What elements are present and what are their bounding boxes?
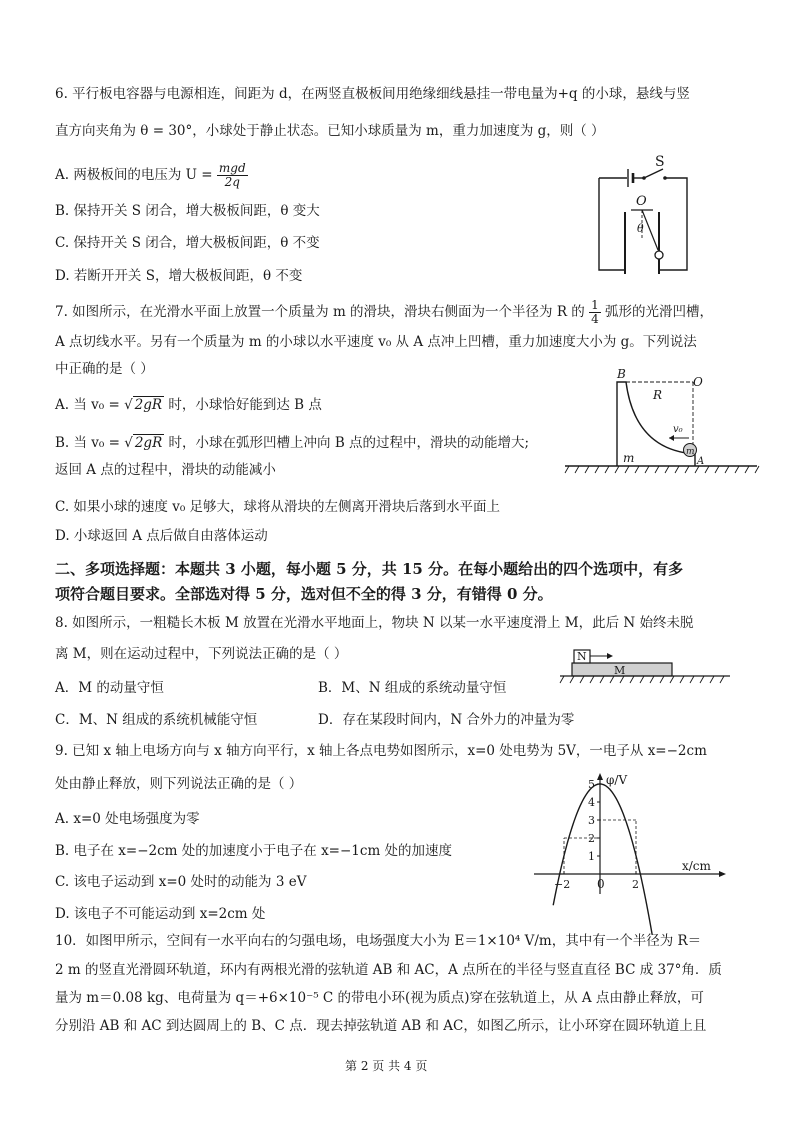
- q10-line2: 2 m 的竖直光滑圆环轨道，环内有两根光滑的弦轨道 AB 和 AC，A 点所在的半径与竖直直径 BC 成 37°角．质: [55, 962, 722, 978]
- q10-line3: 量为 m＝0.08 kg、电荷量为 q＝+6×10⁻⁵ C 的带电小环(视为质点)穿在弦轨道上，从 A 点由静止释放，可: [55, 990, 704, 1006]
- q9-x-axis-arrow: [719, 871, 726, 877]
- q6-pivot-label: O: [636, 194, 647, 209]
- q7-ball-mass: m: [686, 447, 695, 457]
- q6-switch-lever: [644, 169, 663, 178]
- q7-line2: A 点切线水平。另有一个质量为 m 的小球以水平速度 v₀ 从 A 点冲上凹槽，重力加速度大小为 g。下列说法: [55, 334, 697, 350]
- q9-potential-curve: [553, 784, 652, 935]
- q9-y-tick-label-4: 4: [588, 796, 595, 809]
- page-footer: 第 2 页 共 4 页: [345, 1059, 428, 1073]
- q8-velocity-arrowhead: [607, 653, 613, 659]
- q7-option-a: A. 当 v₀ = √ 2gR 时，小球恰好能到达 B 点: [55, 397, 322, 413]
- q6-line2: 直方向夹角为 θ = 30°，小球处于静止状态。已知小球质量为 m，重力加速度为 g，则（ ）: [55, 123, 605, 139]
- q9-x-axis-label: x/cm: [682, 859, 711, 873]
- q7-option-b: B. 当 v₀ = √ 2gR 时，小球在弧形凹槽上冲向 B 点的过程中，滑块的动能增大;: [55, 435, 530, 451]
- q8-board-label: M: [614, 664, 626, 677]
- q8-line1: 8. 如图所示，一粗糙长木板 M 放置在光滑水平地面上，物块 N 以某一水平速度滑上 M，此后 N 始终未脱: [55, 615, 694, 631]
- q9-option-b: B. 电子在 x=−2cm 处的加速度小于电子在 x=−1cm 处的加速度: [55, 843, 453, 859]
- q7-velocity-arrowhead: [669, 435, 674, 441]
- q6-charged-ball: [655, 251, 663, 259]
- q7-slider-figure: [565, 367, 765, 480]
- q9-line2: 处由静止释放，则下列说法正确的是（ ）: [55, 776, 303, 792]
- q9-y-tick-label-3: 3: [588, 814, 595, 827]
- q9-option-a: A. x=0 处电场强度为零: [55, 811, 200, 827]
- q7-line3: 中正确的是（ ）: [55, 361, 154, 377]
- q8-board-figure: [560, 645, 735, 687]
- q8-ground-hatching: [560, 676, 724, 683]
- q8-option-a: A．M 的动量守恒: [55, 680, 164, 696]
- q8-option-d: D．存在某段时间内，N 合外力的冲量为零: [318, 712, 575, 728]
- q6-line1: 6. 平行板电容器与电源相连，间距为 d，在两竖直极板间用绝缘细线悬挂一带电量为+q 的小球，悬线与竖: [55, 86, 690, 102]
- q9-x-tick-label-2: 2: [632, 878, 639, 891]
- q9-x-tick-label-0: −2: [554, 878, 571, 891]
- section2-heading-line2: 项符合题目要求。全部选对得 5 分，选对但不全的得 3 分，有错得 0 分。: [55, 585, 553, 603]
- q9-option-d: D. 该电子不可能运动到 x=2cm 处: [55, 906, 266, 922]
- q8-block-label: N: [577, 650, 587, 663]
- q7-velocity-label: v₀: [673, 424, 683, 435]
- q9-y-tick-label-5: 5: [588, 778, 595, 791]
- q7-quarter-fraction: $\frac{1}{4}$: [591, 298, 599, 327]
- q6-wire-left: [599, 178, 625, 270]
- q9-y-tick-label-1: 1: [588, 850, 595, 863]
- q7-option-c: C. 如果小球的速度 v₀ 足够大，球将从滑块的左侧离开滑块后落到水平面上: [55, 499, 501, 515]
- q6-option-a: A. 两极板间的电压为 U = $\frac{\text{mgd}}{2q}$: [55, 161, 246, 190]
- q7-point-o: O: [693, 375, 703, 389]
- q10-line4: 分别沿 AB 和 AC 到达圆周上的 B、C 点．现去掉弦轨道 AB 和 AC，如图乙所示，让小环穿在圆环轨道上且: [55, 1018, 707, 1034]
- q6-option-a-fraction: $\frac{\text{mgd}}{2q}$: [218, 161, 246, 190]
- q9-potential-chart: [530, 770, 730, 900]
- section2-heading-line1: 二、多项选择题：本题共 3 小题，每小题 5 分，共 15 分。在每小题给出的四个选项中，有多: [55, 560, 684, 578]
- q8-option-b: B．M、N 组成的系统动量守恒: [318, 680, 507, 696]
- q9-y-axis-label: φ/V: [606, 773, 628, 787]
- q6-option-b: B. 保持开关 S 闭合，增大极板间距，θ 变大: [55, 203, 320, 219]
- q6-option-c: C. 保持开关 S 闭合，增大极板间距，θ 不变: [55, 235, 320, 251]
- q7-option-b-line2: 返回 A 点的过程中，滑块的动能减小: [55, 462, 276, 478]
- q9-line1: 9. 已知 x 轴上电场方向与 x 轴方向平行，x 轴上各点电势如图所示，x=0 处电势为 5V，一电子从 x=−2cm: [55, 743, 707, 759]
- q9-origin-label: 0: [597, 877, 605, 891]
- q6-capacitor-figure: [595, 150, 695, 275]
- q7-line1: 7. 如图所示，在光滑水平面上放置一个质量为 m 的滑块，滑块右侧面为一个半径为 R 的 $\frac{1}{4}$ 弧形的光滑凹槽，: [55, 298, 714, 327]
- q9-y-axis-arrow: [597, 773, 603, 780]
- q10-line1: 10．如图甲所示，空间有一水平向右的匀强电场，电场强度大小为 E＝1×10⁴ V/m，其中有一个半径为 R＝: [55, 933, 702, 949]
- q6-angle-label: θ: [637, 222, 644, 235]
- q7-radius-label: R: [653, 388, 663, 402]
- q8-option-c: C．M、N 组成的系统机械能守恒: [55, 712, 258, 728]
- q6-thread: [642, 210, 658, 250]
- q7-point-a: A: [697, 456, 705, 467]
- q6-switch-contact-2: [663, 176, 667, 180]
- q7-ground-hatching: [565, 466, 759, 473]
- q6-switch-label: S: [655, 154, 665, 170]
- q7-point-b: B: [617, 367, 626, 381]
- q8-line2: 离 M，则在运动过程中，下列说法正确的是（ ）: [55, 646, 348, 662]
- q9-option-c: C. 该电子运动到 x=0 处时的动能为 3 eV: [55, 874, 307, 890]
- q6-option-d: D. 若断开开关 S，增大极板间距，θ 不变: [55, 268, 303, 284]
- q9-y-tick-label-2: 2: [588, 832, 595, 845]
- q7-block-mass: m: [623, 451, 635, 465]
- q7-option-d: D. 小球返回 A 点后做自由落体运动: [55, 528, 268, 544]
